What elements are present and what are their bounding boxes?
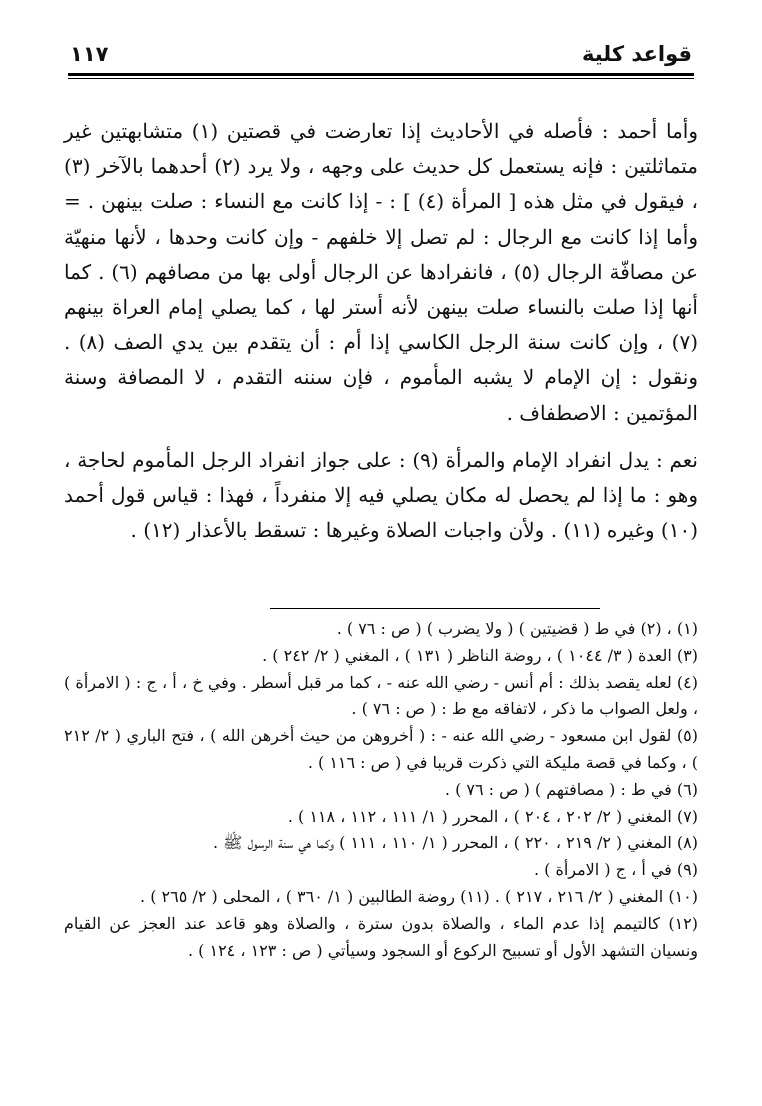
footnotes bbox=[64, 616, 698, 964]
running-title: قواعد كلية bbox=[582, 42, 692, 66]
paragraph: نعم : يدل انفراد الإمام والمرأة (٩) : على جواز انفراد الرجل المأموم لحاجة ، وهو : ما إذا لم يحصل له مكان يصلي فيه إلا منفرداً ، فهذا : قياس قول أحمد (١٠) وغيره (١١) . ولأن واجبات الصلاة وغيرها : تسقط بالأعذار (١٢) . bbox=[64, 447, 699, 543]
paragraph: وأما أحمد : فأصله في الأحاديث إذا تعارضت في قصتين (١) متشابهتين غير متماثلتين : فإنه يستعمل كل حديث على وجهه ، ولا يرد (٢) أحدهما بالآخر (٣) ، فيقول في مثل هذه [ المرأة (٤) ] : - إذا كانت مع النساء : صلت بينهن . = وأما إذا كانت مع الرجال : لم تصل إلا خلفهم - وإن كانت وحدها ، لأنها منهيّة عن مصافّة الرجال (٥) ، فانفرادها عن الرجال أولى بها من مصافهم (٦) . كما أنها إذا صلت بالنساء صلت بينهن لأنه أستر لها ، كما يصلي إمام العراة بينهم (٧) ، وإن كانت سنة الرجل الكاسي إذا أم : أن يتقدم بين يدي الصف (٨) . ونقول : إن الإمام لا يشبه المأموم ، فإن سننه التقدم ، لا المصافة وسنة المؤتمين : الاصطفاف . bbox=[64, 119, 699, 425]
footnote: (١) ، (٢) في ط ( قضيتين ) ( ولا يضرب ) ( ص : ٧٦ ) . bbox=[336, 619, 698, 638]
footnote: (١٢) كالتيمم إذا عدم الماء ، والصلاة بدون سترة ، والصلاة وهو قاعد عند العجز عن القيام ونسيان التشهد الأول أو تسبيح الركوع أو السجود وسيأتي ( ص : ١٢٣ ، ١٢٤ ) . bbox=[64, 913, 698, 960]
footnote: (١٠) المغني ( ٢/ ٢١٦ ، ٢١٧ ) . (١١) روضة الطالبين ( ١/ ٣٦٠ ) ، المحلى ( ٢/ ٢٦٥ ) . bbox=[140, 886, 698, 906]
header-rule-thin bbox=[68, 78, 694, 79]
footnote: (٨) المغني ( ٢/ ٢١٩ ، ٢٢٠ ) ، المحرر ( ١/ ١١٠ ، ١١١ ) وكما هي سنة الرسول ﷺ . bbox=[212, 833, 698, 853]
footnote: (٩) في أ ، ج ( الامرأة ) . bbox=[533, 860, 698, 880]
main-text bbox=[64, 114, 698, 548]
footnote: (٤) لعله يقصد بذلك : أم أنس - رضي الله عنه - ، كما مر قبل أسطر . وفي خ ، أ ، ج : ( الامرأة ) ، ولعل الصواب ما ذكر ، لاتفاقه مع ط : ( ص : ٧٦ ) . bbox=[64, 672, 699, 719]
footnote: (٧) المغني ( ٢/ ٢٠٢ ، ٢٠٤ ) ، المحرر ( ١/ ١١١ ، ١١٢ ، ١١٨ ) . bbox=[287, 806, 698, 826]
footnote: (٣) العدة ( ٣/ ١٠٤٤ ) ، روضة الناظر ( ١٣١ ) ، المغني ( ٢/ ٢٤٢ ) . bbox=[262, 645, 698, 665]
page-header bbox=[70, 42, 692, 76]
header-rule bbox=[68, 73, 694, 76]
footnote: (٥) لقول ابن مسعود - رضي الله عنه - : ( أخروهن من حيث أخرهن الله ) ، فتح الباري ( ٢/ ٢١٢ ) ، وكما في قصة مليكة التي ذكرت قريبا في ( ص : ١١٦ ) . bbox=[64, 726, 698, 772]
footnote: (٦) في ط : ( مصافتهم ) ( ص : ٧٦ ) . bbox=[444, 779, 698, 799]
page-number: ١١٧ bbox=[70, 42, 109, 66]
footnote-separator bbox=[270, 608, 600, 609]
